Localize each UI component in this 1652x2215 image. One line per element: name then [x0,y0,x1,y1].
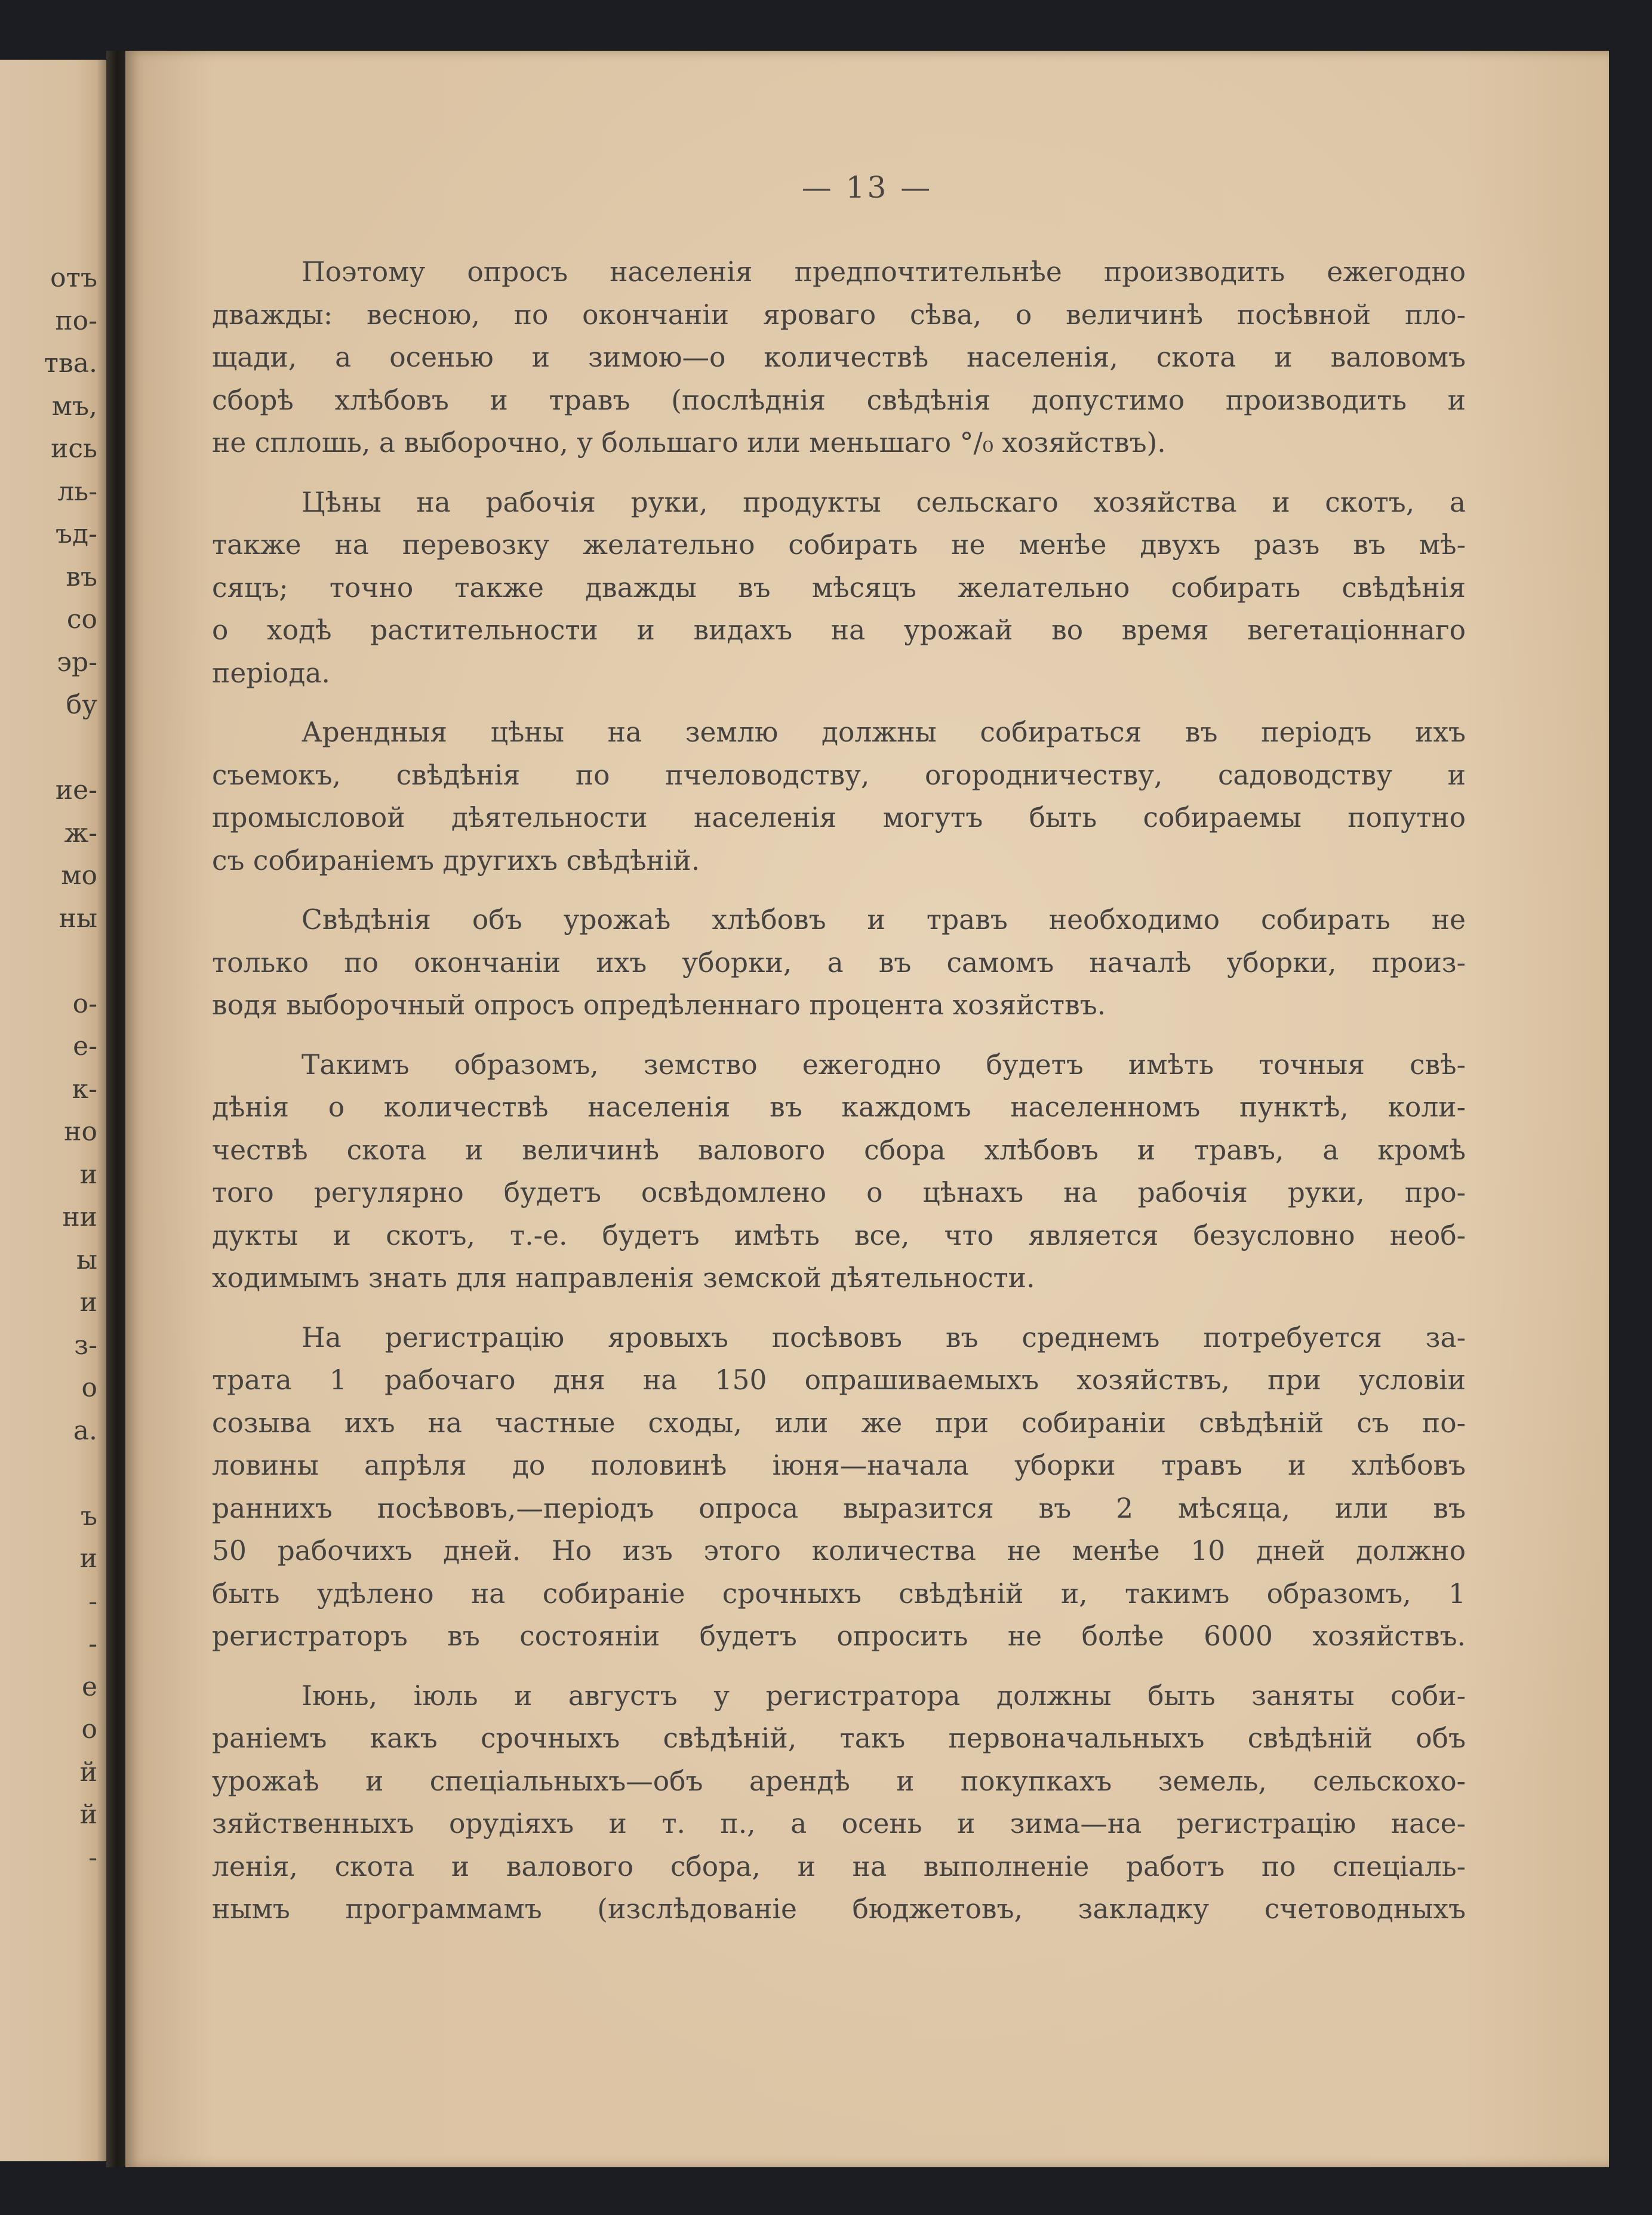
previous-page-text-fragment: ж- [64,817,97,848]
previous-page-text-fragment: о- [72,988,97,1019]
previous-page-text-fragment: тва. [44,348,97,379]
text-line: Цѣны на рабочія руки, продукты сельскаго хозяйства и скотъ, а [302,486,1466,518]
previous-page-text-fragment: е [81,1671,97,1702]
previous-page-text-fragment: а. [73,1415,97,1446]
previous-page-text-fragment: но [64,1116,97,1147]
background-edge [1609,42,1652,2173]
text-line: также на перевозку желательно собирать не менѣе двухъ разъ въ мѣ- [212,529,1466,561]
previous-page-text-fragment: ъ [81,1500,97,1531]
body-text [212,251,1466,1931]
paragraph [212,481,1466,695]
previous-page-text-fragment: мо [61,860,97,891]
text-line: нымъ программамъ (изслѣдованіе бюджетовъ, закладку счетоводныхъ [212,1893,1466,1925]
text-line: На регистрацію яровыхъ посѣвовъ въ среднемъ потребуется за- [302,1321,1466,1353]
previous-page-text-fragment: со [66,604,97,635]
text-line: водя выборочный опросъ опредѣленнаго процента хозяйствъ. [212,989,1106,1021]
previous-page-text-fragment: ль- [57,476,97,507]
previous-page-text-fragment: эр- [57,647,97,678]
previous-page-text-fragment: е- [73,1031,97,1062]
previous-page-text-fragment: к- [72,1073,97,1105]
previous-page-text-fragment: - [88,1586,97,1617]
text-line: дукты и скотъ, т.-е. будетъ имѣть все, что является безусловно необ- [212,1219,1466,1251]
text-line: быть удѣлено на собираніе срочныхъ свѣдѣній и, такимъ образомъ, 1 [212,1577,1466,1610]
paragraph [212,899,1466,1027]
text-line: сборѣ хлѣбовъ и травъ (послѣднія свѣдѣнія допустимо производить и [212,384,1466,416]
text-line: того регулярно будетъ освѣдомлено о цѣнахъ на рабочія руки, про- [212,1177,1466,1208]
text-line: ленія, скота и валового сбора, и на выполненіе работъ по спеціаль- [212,1850,1466,1882]
text-line: дѣнія о количествѣ населенія въ каждомъ населенномъ пунктѣ, коли- [212,1091,1466,1123]
text-line: періода. [212,657,330,689]
text-line: не сплошь, а выборочно, у большаго или меньшаго °/₀ хозяйствъ). [212,427,1166,459]
text-line: Арендныя цѣны на землю должны собираться въ періодъ ихъ [302,716,1466,748]
text-line: ходимымъ знать для направленія земской дѣятельности. [212,1262,1035,1294]
text-line: Іюнь, іюль и августъ у регистратора должны быть заняты соби- [302,1679,1466,1712]
text-line: раніемъ какъ срочныхъ свѣдѣній, такъ первоначальныхъ свѣдѣній объ [212,1722,1466,1754]
previous-page-text-fragment: й [79,1756,97,1788]
text-line: съемокъ, свѣдѣнія по пчеловодству, огородничеству, садоводству и [212,759,1466,791]
text-line: о ходѣ растительности и видахъ на урожай во время вегетаціоннаго [212,614,1466,646]
previous-page-text-fragment: о [81,1714,97,1745]
text-line: съ собираніемъ другихъ свѣдѣній. [212,844,700,876]
text-line: Такимъ образомъ, земство ежегодно будетъ имѣть точныя свѣ- [302,1048,1466,1081]
text-line: зяйственныхъ орудіяхъ и т. п., а осень и зима—на регистрацію насе- [212,1808,1466,1839]
paragraph [212,711,1466,882]
previous-page-text-fragment: отъ [50,263,97,293]
paragraph [212,1675,1466,1931]
text-line: дважды: весною, по окончаніи яроваго сѣва, о величинѣ посѣвной пло- [212,299,1466,331]
text-line: ловины апрѣля до половинѣ іюня—начала уборки травъ и хлѣбовъ [212,1450,1466,1481]
text-line: урожаѣ и спеціальныхъ—объ арендѣ и покупкахъ земель, сельскохо- [212,1765,1466,1797]
paragraph [212,1316,1466,1658]
previous-page-text-fragment: - [88,1629,97,1659]
previous-page-text-fragment: ъд- [56,519,97,549]
text-line: щади, а осенью и зимою—о количествѣ населенія, скота и валовомъ [212,342,1466,373]
text-line: регистраторъ въ состояніи будетъ опросить не болѣе 6000 хозяйствъ. [212,1620,1466,1652]
previous-page-text-fragment: мъ, [51,390,97,422]
text-line: только по окончаніи ихъ уборки, а въ самомъ началѣ уборки, произ- [212,946,1466,979]
text-line: Свѣдѣнія объ урожаѣ хлѣбовъ и травъ необходимо собирать не [302,904,1466,936]
text-line: промысловой дѣятельности населенія могутъ быть собираемы попутно [212,802,1466,833]
previous-page-text-fragment: и [79,1543,97,1574]
text-line: созыва ихъ на частные сходы, или же при собираніи свѣдѣній съ по- [212,1407,1466,1439]
previous-page-text-fragment: бу [66,690,97,720]
previous-page-text-fragment: з- [74,1330,97,1361]
previous-page-text-fragment: ны [59,903,97,934]
text-line: Поэтому опросъ населенія предпочтительнѣе производить ежегодно [302,256,1466,288]
previous-page-text-fragment: и [79,1159,97,1190]
previous-page-text-fragment: ы [76,1244,97,1275]
previous-page-text-fragment: о [81,1373,97,1403]
paragraph [212,1044,1466,1300]
paragraph [212,251,1466,464]
page-number: — 13 — [801,170,933,205]
text-line: чествѣ скота и величинѣ валового сбора хлѣбовъ и травъ, а кромѣ [212,1134,1466,1166]
previous-page-edge [0,60,107,2161]
text-line: раннихъ посѣвовъ,—періодъ опроса выразится въ 2 мѣсяца, или въ [212,1492,1466,1524]
previous-page-text-fragment: и [79,1287,97,1318]
previous-page-text-fragment: въ [66,561,97,592]
previous-page-text-fragment: й [79,1799,97,1830]
page [125,51,1609,2167]
text-line: сяцъ; точно также дважды въ мѣсяцъ желательно собирать свѣдѣнія [212,571,1466,604]
previous-page-text-fragment: ись [51,433,97,464]
previous-page-text-fragment: ни [62,1202,97,1232]
text-line: трата 1 рабочаго дня на 150 опрашиваемыхъ хозяйствъ, при условіи [212,1364,1466,1396]
previous-page-text-fragment: - [88,1842,97,1873]
text-line: 50 рабочихъ дней. Но изъ этого количества не менѣе 10 дней должно [212,1535,1466,1567]
previous-page-text-fragment: по- [55,305,97,336]
previous-page-text-fragment: ие- [55,775,97,805]
